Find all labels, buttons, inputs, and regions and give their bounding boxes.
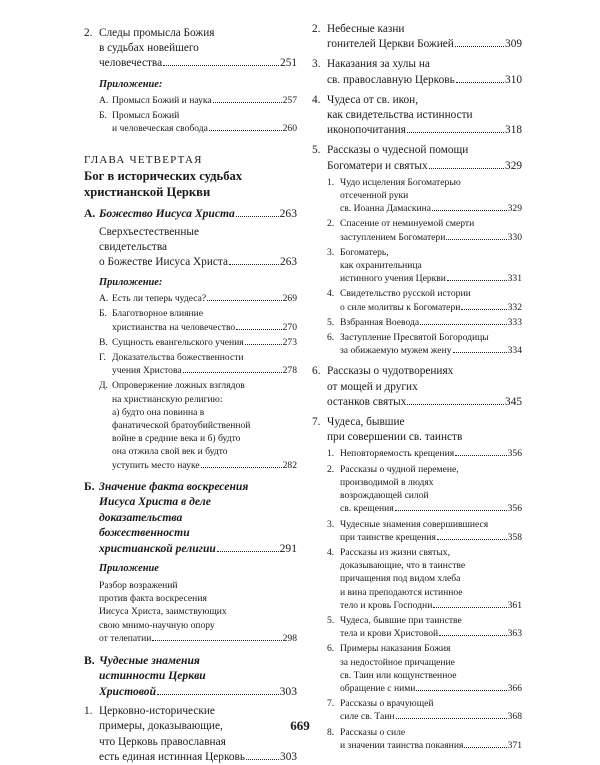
page-number: 669: [290, 718, 310, 733]
toc-entry: Сверхъестественные свидетельства о Божестве Иисуса Христа 263: [99, 225, 297, 269]
toc-entry: Разбор возражений против факта воскресения Иисуса Христа, заимствующих свою мнимо-научную опору от телепатии 298: [99, 579, 297, 644]
toc-entry: 6. Примеры наказания Божия за недостойное причащение св. Таин или кощунственное обращение с ними 366: [327, 643, 522, 694]
toc-section: А. Божество Иисуса Христа 263: [84, 207, 297, 221]
toc-entry: Д. Опровержение ложных взглядов на христианскую религию: а) будто она повинна в фанатической братоубийственной войне в средние века и б) будто она отжила свой век и будто уступить место науке 282: [99, 380, 297, 471]
toc-entry: 3. Чудесные знамения совершившиеся при таинстве крещения 358: [327, 518, 522, 543]
toc-entry: 1. Церковно-исторические примеры, доказывающие, что Церковь православная есть единая истинная Церковь 303: [84, 705, 297, 763]
toc-entry: 4. Свидетельство русской истории о силе молитвы к Богоматери 332: [327, 288, 522, 313]
toc-entry: 4. Рассказы из жизни святых, доказывающие, что в таинстве причащения под видом хлеба и вина преподаются истинное тело и кровь Господни 361: [327, 546, 522, 611]
toc-entry: 1. Неповторяемость крещения 356: [327, 448, 522, 460]
toc-entry: 8. Рассказы о силе и значении таинства покаяния 371: [327, 726, 522, 751]
toc-entry: А. Есть ли теперь чудеса? 269: [99, 293, 297, 305]
toc-entry: Б. Благотворное влияние христианства на человечество 270: [99, 308, 297, 333]
toc-entry: В. Сущность евангельского учения 273: [99, 336, 297, 348]
toc-entry: А. Промысл Божий и наука 257: [99, 94, 297, 106]
toc-entry: 5. Чудеса, бывшие при таинстве тела и крови Христовой 363: [327, 614, 522, 640]
toc-left-column: [84, 18, 297, 765]
chapter-label: ГЛАВА ЧЕТВЕРТАЯ: [84, 154, 203, 167]
toc-entry: 5. Взбранная Воевода 333: [327, 316, 522, 328]
toc-entry: Б. Промысл Божий и человеческая свобода 260: [99, 109, 297, 135]
chapter-title: Бог в исторических судьбах христианской Церкви: [84, 169, 243, 199]
toc-section: Б. Значение факта воскресения Иисуса Христа в деле доказательства божественности христианской религии 291: [84, 479, 297, 555]
toc-entry: 3. Богоматерь, как охранительница истинного учения Церкви 331: [327, 246, 522, 285]
toc-entry: 2. Спасение от неминуемой смерти заступлением Богоматери 330: [327, 218, 522, 243]
toc-entry: 7. Чудеса, бывшие при совершении св. таинств: [312, 416, 463, 444]
toc-entry: 3. Наказания за хулы на св. православную Церковь 310: [312, 58, 522, 86]
toc-section: В. Чудесные знамения истинности Церкви Христовой 303: [84, 653, 297, 698]
appendix-heading: Приложение:: [99, 78, 163, 90]
toc-entry: 2. Следы промысла Божия в судьбах новейшего человечества 251: [84, 27, 297, 70]
toc-entry: 2. Небесные казни гонителей Церкви Божией 309: [312, 23, 522, 51]
toc-entry: 1. Чудо исцеления Богоматерью отсеченной руки св. Иоанна Дамаскина 329: [327, 176, 522, 215]
toc-entry: Г. Доказательства божественности учения Христова 278: [99, 352, 297, 377]
toc-entry: 2. Рассказы о чудной перемене, производимой в людях возрождающей силой св. крещения 356: [327, 463, 522, 515]
toc-entry: 7. Рассказы о врачующей силе св. Таин 368: [327, 698, 522, 723]
appendix-heading: Приложение:: [99, 277, 163, 289]
toc-entry: 4. Чудеса от св. икон, как свидетельства истинности иконопочитания 318: [312, 93, 522, 137]
toc-entry: 6. Заступление Пресвятой Богородицы за обижаемую мужем жену 334: [327, 332, 522, 357]
toc-entry: 5. Рассказы о чудесной помощи Богоматери и святых 329: [312, 144, 522, 172]
toc-right-column: [312, 18, 522, 752]
toc-entry: 6. Рассказы о чудотворениях от мощей и других останков святых 345: [312, 365, 522, 408]
appendix-heading: Приложение: [99, 562, 159, 574]
